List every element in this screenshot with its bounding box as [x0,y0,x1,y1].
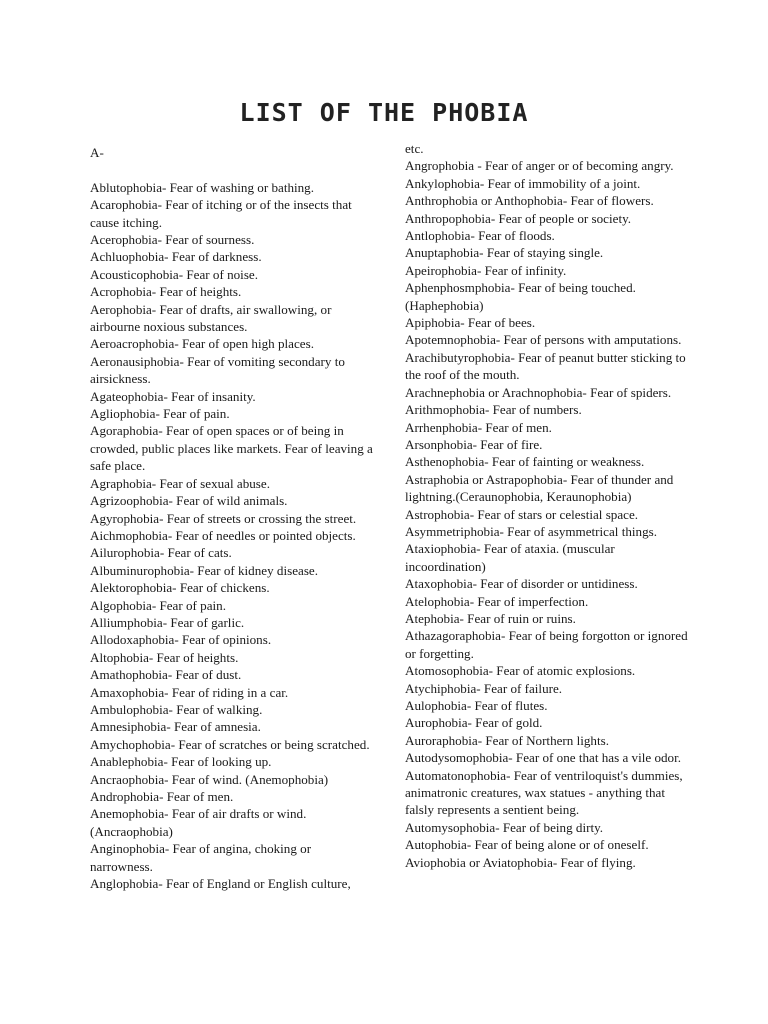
phobia-entry: Acrophobia- Fear of heights. [90,284,242,300]
section-letter: A- [90,145,104,160]
phobia-entry: Amaxophobia- Fear of riding in a car. [90,684,289,700]
phobia-entry: Amychophobia- Fear of scratches or being scratched. [90,736,370,752]
page-title: LIST OF THE PHOBIA [239,98,529,127]
phobia-entry: Automatonophobia- Fear of ventriloquist's dummies, animatronic creatures, wax statues - anything that falsly represents a sentient being. [405,767,683,818]
phobia-entry: Alektorophobia- Fear of chickens. [90,580,270,596]
phobia-entry: Aerophobia- Fear of drafts, air swallowing, or airbourne noxious substances. [90,301,332,335]
phobia-entry: Ataxophobia- Fear of disorder or untidiness. [405,576,638,592]
phobia-entry: Atephobia- Fear of ruin or ruins. [405,610,576,626]
phobia-entry: Atelophobia- Fear of imperfection. [405,593,589,609]
phobia-entry: Aichmophobia- Fear of needles or pointed objects. [90,527,356,543]
phobia-entry: Anglophobia- Fear of England or English culture, [90,876,351,892]
phobia-entry: Ankylophobia- Fear of immobility of a joint. [405,175,641,191]
phobia-entry: Asthenophobia- Fear of fainting or weakness. [405,454,645,470]
phobia-entry: Apeirophobia- Fear of infinity. [405,262,567,278]
phobia-entry: Atychiphobia- Fear of failure. [405,680,563,696]
phobia-entry: Anginophobia- Fear of angina, choking or narrowness. [90,841,312,874]
phobia-entry: Ablutophobia- Fear of washing or bathing. [90,179,315,195]
phobia-entry: Astrophobia- Fear of stars or celestial space. [405,506,639,522]
phobia-entry: Acarophobia- Fear of itching or of the insects that cause itching. [90,197,352,230]
phobia-entry: Anemophobia- Fear of air drafts or wind.(Ancraophobia) [90,806,307,839]
phobia-entry: Apiphobia- Fear of bees. [405,315,536,331]
phobia-entry: Aphenphosmphobia- Fear of being touched. (Haphephobia) [405,280,636,313]
phobia-entry: Aurophobia- Fear of gold. [405,715,543,731]
phobia-entry: Aviophobia or Aviatophobia- Fear of flying. [405,854,636,870]
phobia-entry: Algophobia- Fear of pain. [90,597,226,613]
phobia-entry: Altophobia- Fear of heights. [90,649,239,665]
phobia-entry: Androphobia- Fear of men. [90,789,234,805]
phobia-entry: Apotemnophobia- Fear of persons with amputations. [405,332,682,348]
phobia-entry: Agoraphobia- Fear of open spaces or of being in crowded, public places like markets. Fear of leaving a safe place. [90,423,373,474]
phobia-entry: Angrophobia - Fear of anger or of becoming angry. [405,158,674,174]
phobia-entry: Alliumphobia- Fear of garlic. [90,614,245,630]
phobia-entry: Aulophobia- Fear of flutes. [405,698,548,713]
phobia-entry: etc. [405,141,424,156]
phobia-entry: Anuptaphobia- Fear of staying single. [405,245,604,261]
phobia-entry: Acousticophobia- Fear of noise. [90,266,258,282]
phobia-entry: Agyrophobia- Fear of streets or crossing the street. [90,510,357,526]
right-column [405,140,690,871]
phobia-entry: Anthrophobia or Anthophobia- Fear of flowers. [405,193,654,209]
phobia-entry: Astraphobia or Astrapophobia- Fear of thunder and lightning.(Ceraunophobia, Keraunophobia) [405,471,674,505]
phobia-entry: Arithmophobia- Fear of numbers. [405,402,582,418]
phobia-entry: Anablephobia- Fear of looking up. [90,754,272,770]
phobia-entry: Arachibutyrophobia- Fear of peanut butter sticking to the roof of the mouth. [405,349,686,383]
phobia-entry: Amnesiphobia- Fear of amnesia. [90,719,261,735]
phobia-entry: Autophobia- Fear of being alone or of oneself. [405,837,649,853]
phobia-entry: Acerophobia- Fear of sourness. [90,232,255,248]
phobia-entry: Aeroacrophobia- Fear of open high places. [90,336,314,352]
phobia-entry: Arachnephobia or Arachnophobia- Fear of spiders. [405,384,672,400]
phobia-entry: Ataxiophobia- Fear of ataxia. (muscular incoordination) [405,541,615,574]
phobia-entry: Antlophobia- Fear of floods. [405,228,555,244]
phobia-entry: Agraphobia- Fear of sexual abuse. [90,475,270,491]
phobia-entry: Amathophobia- Fear of dust. [90,667,242,683]
phobia-entry: Ambulophobia- Fear of walking. [90,701,263,717]
entry-list-right [405,140,690,871]
entry-list-left [90,179,375,893]
phobia-entry: Agrizoophobia- Fear of wild animals. [90,493,288,509]
phobia-entry: Autodysomophobia- Fear of one that has a vile odor. [405,750,682,766]
phobia-entry: Auroraphobia- Fear of Northern lights. [405,732,609,748]
phobia-entry: Automysophobia- Fear of being dirty. [405,819,604,835]
phobia-entry: Arrhenphobia- Fear of men. [405,419,552,435]
phobia-entry: Arsonphobia- Fear of fire. [405,436,543,452]
phobia-entry: Albuminurophobia- Fear of kidney disease. [90,562,318,578]
phobia-entry: Atomosophobia- Fear of atomic explosions. [405,663,636,679]
phobia-entry: Asymmetriphobia- Fear of asymmetrical things. [405,523,657,539]
phobia-entry: Achluophobia- Fear of darkness. [90,249,262,265]
phobia-entry: Agliophobia- Fear of pain. [90,406,230,422]
phobia-entry: Allodoxaphobia- Fear of opinions. [90,632,272,648]
left-column [90,144,375,892]
phobia-entry: Aeronausiphobia- Fear of vomiting secondary to airsickness. [90,353,345,387]
phobia-entry: Anthropophobia- Fear of people or society. [405,210,632,226]
phobia-entry: Ancraophobia- Fear of wind. (Anemophobia) [90,771,329,787]
phobia-entry: Ailurophobia- Fear of cats. [90,545,232,561]
phobia-entry: Agateophobia- Fear of insanity. [90,388,256,404]
phobia-entry: Athazagoraphobia- Fear of being forgotton or ignored or forgetting. [405,628,688,661]
